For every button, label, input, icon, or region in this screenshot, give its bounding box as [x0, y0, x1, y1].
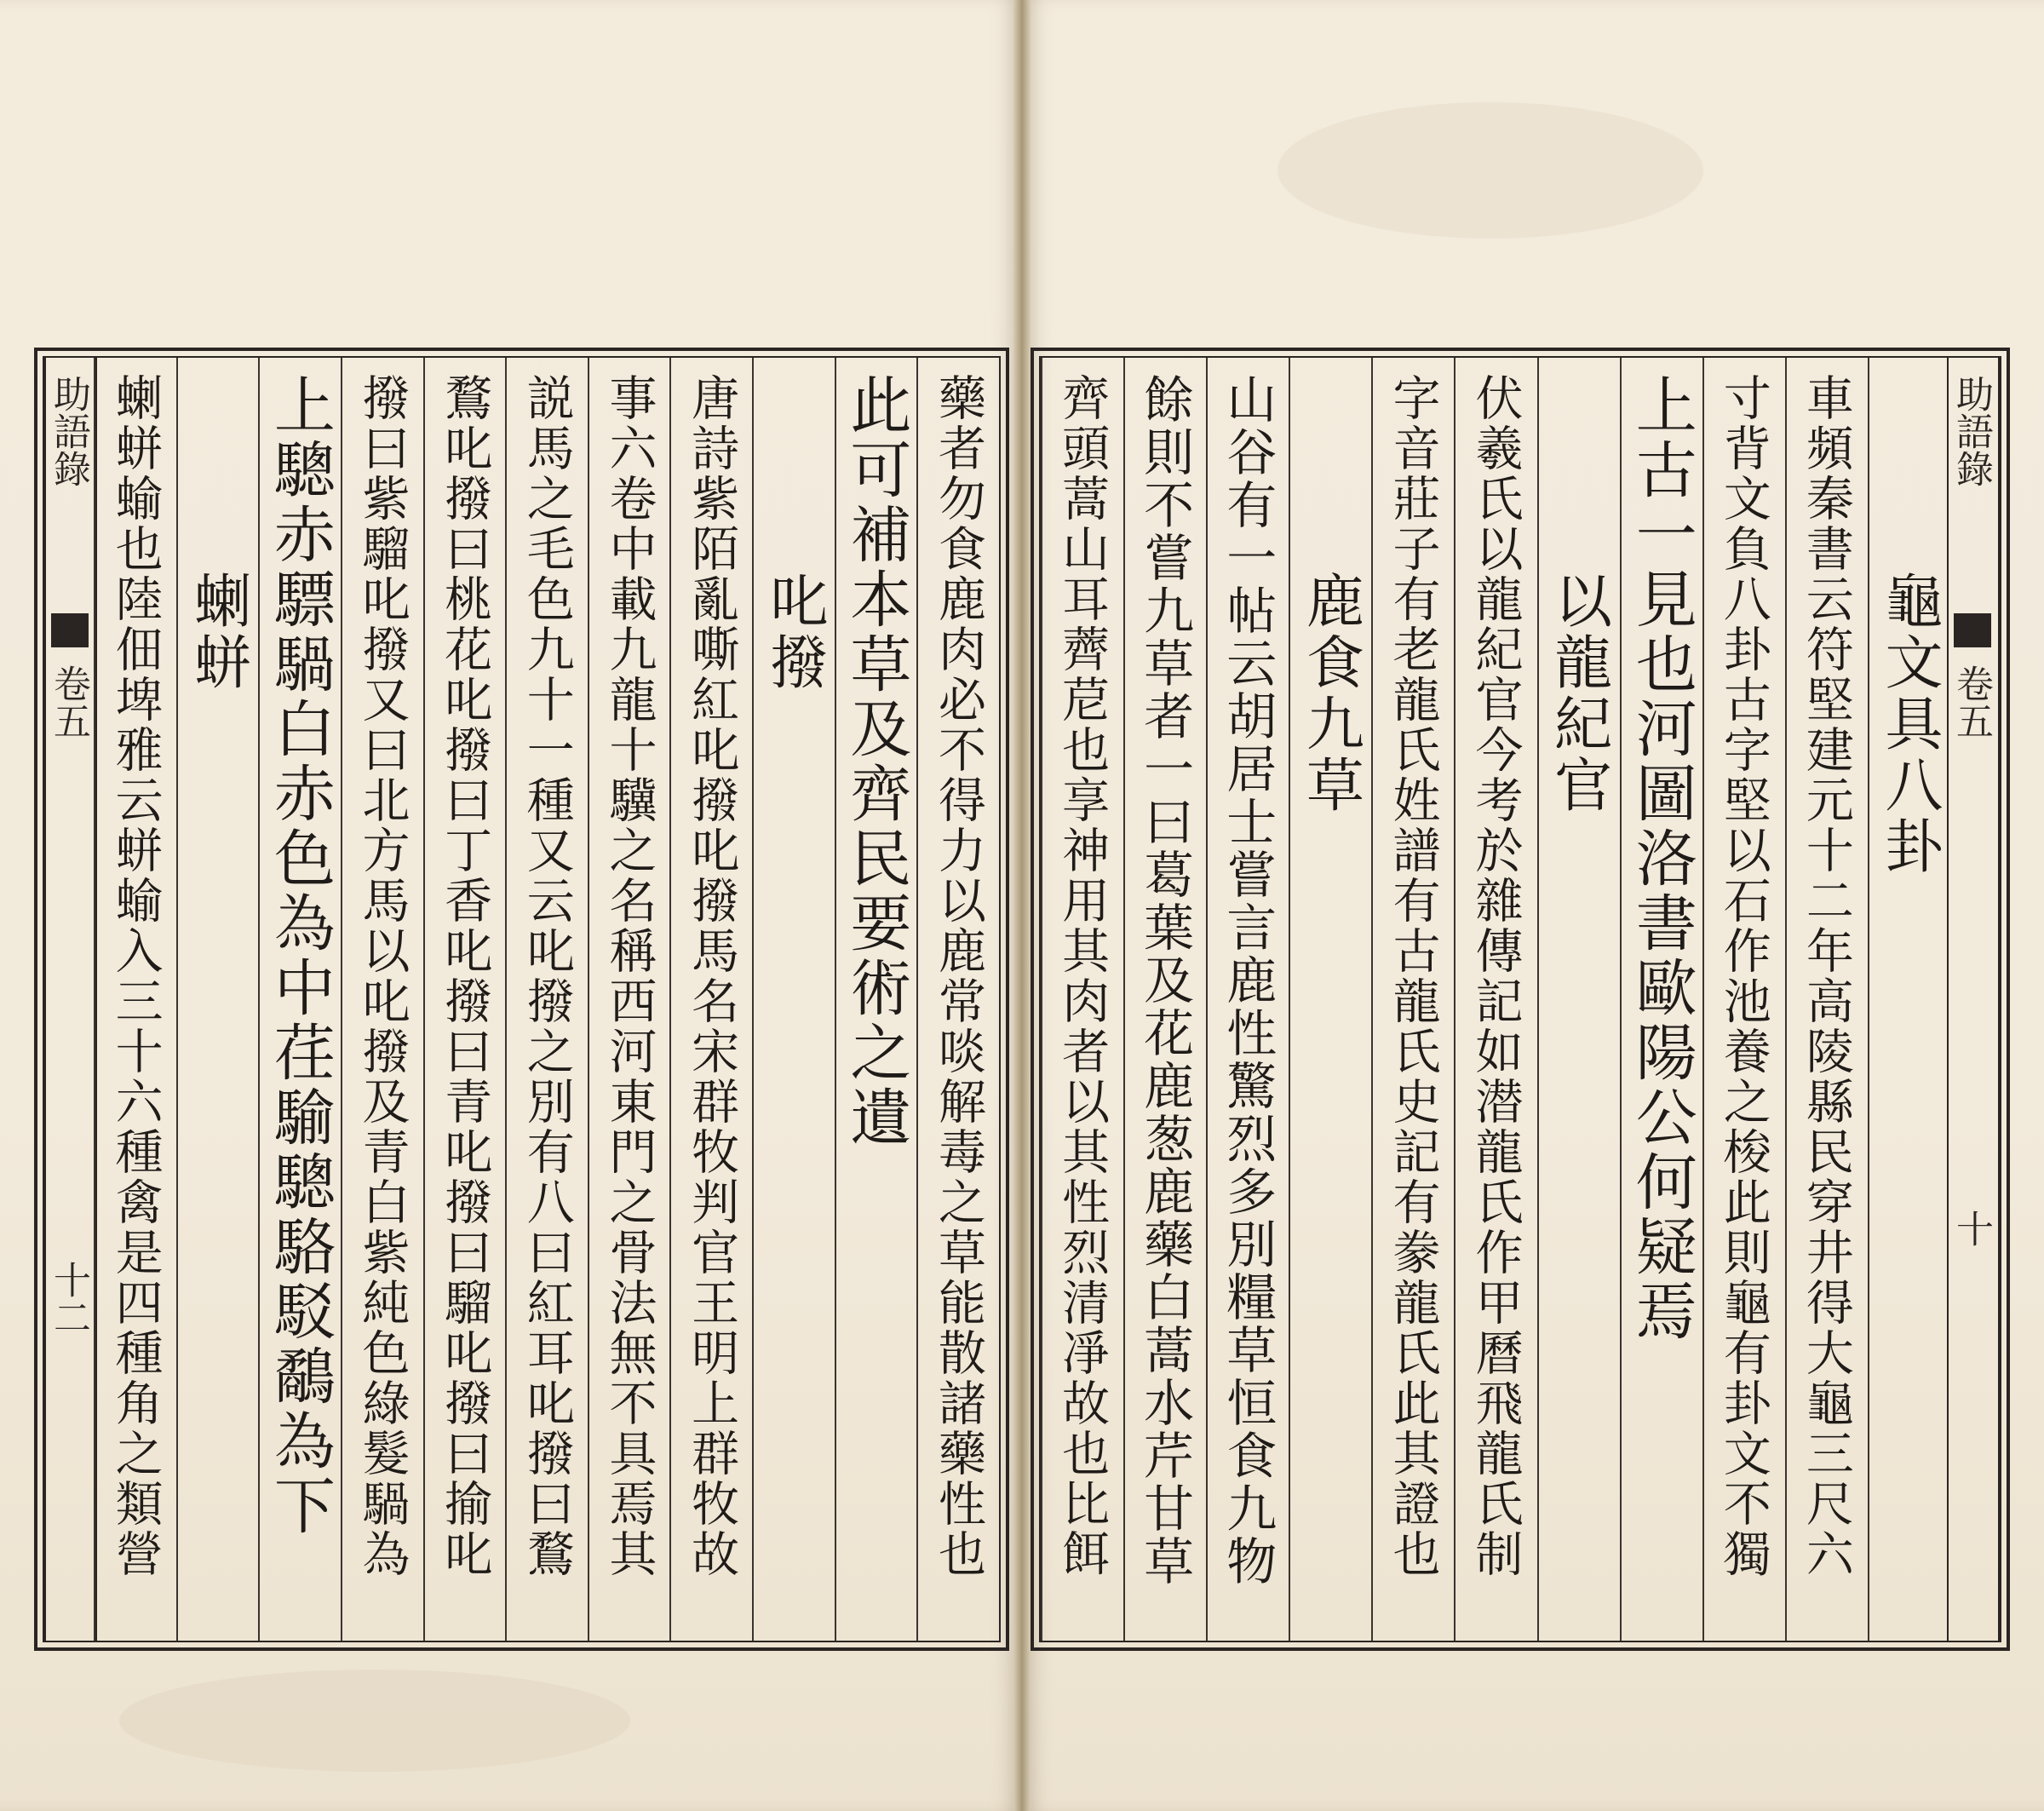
right-column-grid	[1039, 356, 2001, 1642]
text-column	[1289, 358, 1371, 1641]
margin-title: 助語錄	[47, 375, 90, 487]
body-text: 餘則不嘗九草者一曰葛葉及花鹿葱鹿藥白蒿水芹甘草	[1135, 373, 1195, 1588]
text-column	[1537, 358, 1620, 1641]
body-text: 蝲蛢蝓也陸佃埤雅云蛢蝓入三十六種禽是四種角之類營	[107, 373, 164, 1579]
paper-stain	[119, 1670, 630, 1772]
text-column	[176, 358, 259, 1641]
text-column	[1041, 358, 1123, 1641]
text-column	[1620, 358, 1702, 1641]
body-text: 唐詩紫陌亂嘶紅叱撥叱撥馬名宋群牧判官王明上群牧故	[684, 373, 740, 1579]
left-text-frame	[34, 348, 1009, 1651]
section-heading: 蝲蛢	[184, 571, 252, 693]
body-text: 上古一見也河圖洛書歐陽公何疑焉	[1625, 373, 1697, 1344]
body-text: 字音莊子有老龍氏姓譜有古龍氏史記有豢龍氏此其證也	[1385, 373, 1441, 1579]
right-margin-strip	[1947, 358, 2000, 1641]
body-text: 此可補本草及齊民要術之遺	[840, 373, 912, 1150]
text-column	[916, 358, 999, 1641]
body-text: 山谷有一帖云胡居士嘗言鹿性驚烈多別糧草恒食九物	[1218, 373, 1278, 1588]
paper-stain	[1278, 102, 1703, 239]
text-column	[669, 358, 752, 1641]
text-column	[1785, 358, 1868, 1641]
margin-title: 助語錄	[1949, 375, 1993, 487]
text-column	[258, 358, 341, 1641]
body-text: 事六卷中載九龍十驥之名稱西河東門之骨法無不具焉其	[601, 373, 657, 1579]
body-text: 鶩叱撥曰桃花叱撥曰丁香叱撥曰青叱撥曰騮叱撥曰揄叱	[437, 373, 493, 1579]
text-column	[1454, 358, 1536, 1641]
body-text: 上驄赤驃騧白赤色為中荏騟驄駱駁鷸為下	[263, 373, 336, 1538]
body-text: 説馬之毛色九十一種又云叱撥之別有八曰紅耳叱撥曰鶩	[519, 373, 575, 1579]
fish-tail-mark	[1954, 613, 1991, 647]
body-text: 車頻秦書云符堅建元十二年高陵縣民穿井得大龜三尺六	[1798, 373, 1854, 1579]
body-text: 藥者勿食鹿肉必不得力以鹿常啖解毒之草能散諸藥性也	[930, 373, 986, 1579]
section-heading: 龜文具八卦	[1875, 571, 1943, 877]
text-column	[1371, 358, 1454, 1641]
fish-tail-mark	[51, 613, 89, 647]
section-heading: 叱撥	[760, 571, 828, 693]
text-column	[1123, 358, 1206, 1641]
text-column	[588, 358, 670, 1641]
left-margin-strip	[44, 358, 97, 1641]
body-text: 寸背文負八卦古字堅以石作池養之梭此則龜有卦文不獨	[1715, 373, 1771, 1579]
section-heading: 鹿食九草	[1296, 571, 1364, 816]
text-column	[1868, 358, 1950, 1641]
margin-page-number: 十二	[47, 1261, 90, 1336]
section-heading: 以龍紀官	[1544, 571, 1612, 816]
margin-chapter: 卷五	[47, 664, 90, 739]
body-text: 撥曰紫騮叱撥又曰北方馬以叱撥及青白紫純色綠髮騧為	[354, 373, 411, 1579]
margin-chapter: 卷五	[1949, 664, 1993, 739]
text-column	[341, 358, 423, 1641]
left-column-grid	[43, 356, 1001, 1642]
text-column	[835, 358, 917, 1641]
text-column	[1702, 358, 1785, 1641]
text-column	[505, 358, 588, 1641]
margin-page-number: 十	[1949, 1210, 1993, 1247]
text-column	[1206, 358, 1289, 1641]
text-column	[423, 358, 506, 1641]
body-text: 齊頭蒿山耳薺苨也享神用其肉者以其性烈清凈故也比餌	[1054, 373, 1111, 1579]
right-text-frame	[1031, 348, 2010, 1651]
book-gutter	[1013, 0, 1031, 1811]
text-column	[752, 358, 835, 1641]
text-column	[94, 358, 176, 1641]
body-text: 伏羲氏以龍紀官今考於雜傳記如潜龍氏作甲曆飛龍氏制	[1467, 373, 1524, 1579]
